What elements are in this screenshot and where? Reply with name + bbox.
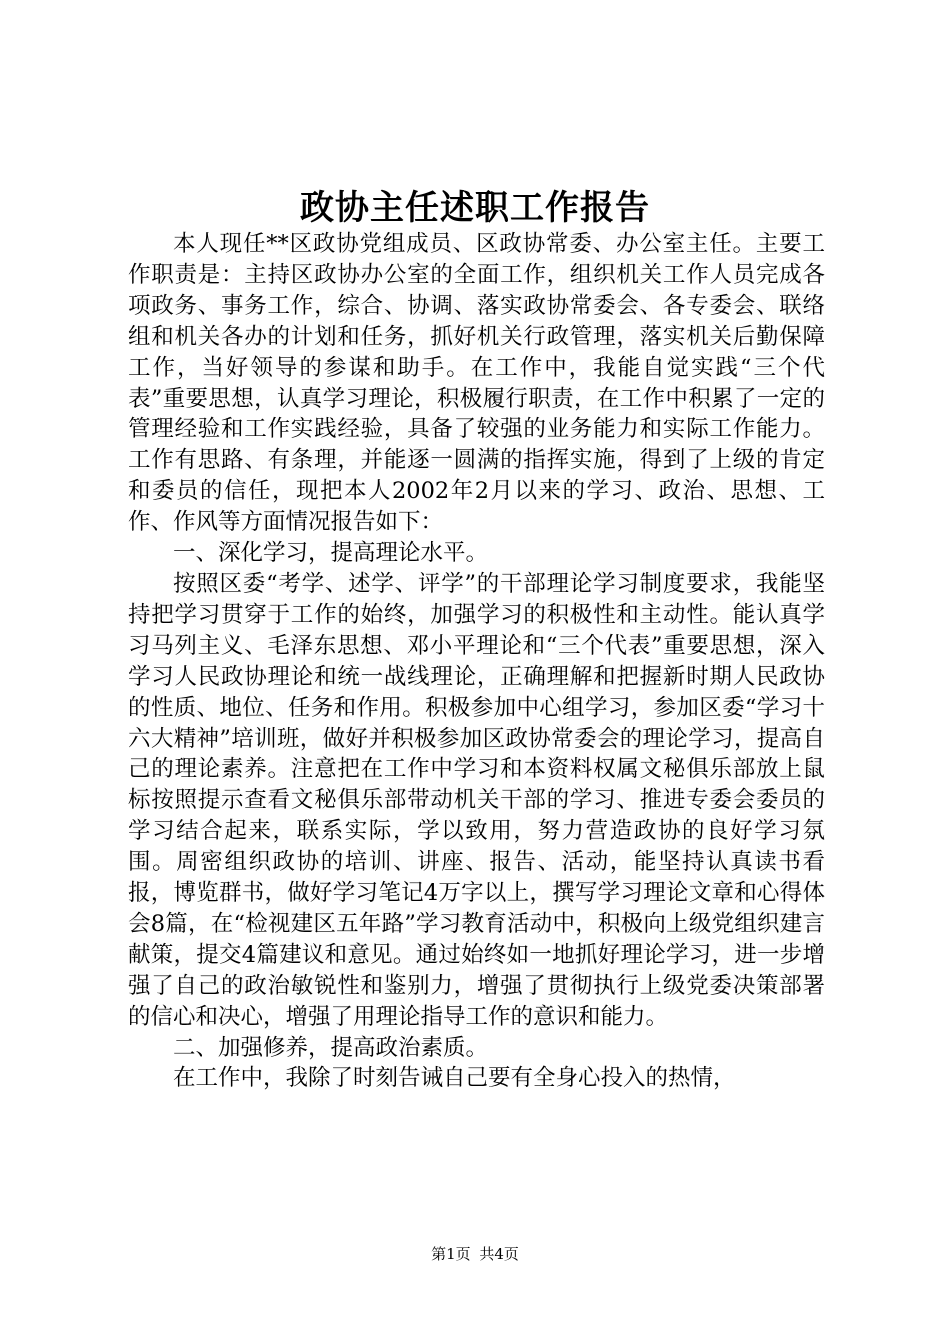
- section-heading-1: 一、深化学习，提高理论水平。: [173, 540, 489, 567]
- page-footer: [0, 1242, 950, 1266]
- document-title: 政协主任述职工作报告: [300, 188, 650, 228]
- section-heading-2: 二、加强修养，提高政治素质。: [173, 1034, 489, 1061]
- document-body: [128, 229, 825, 1094]
- paragraph-section-2: 在工作中，我除了时刻告诫自己要有全身心投入的热情，: [173, 1065, 736, 1092]
- paragraph-intro: 本人现任**区政协党组成员、区政协常委、办公室主任。主要工作职责是：主持区政协办公室的全面工作，组织机关工作人员完成各项政务、事务工作，综合、协调、落实政协常委会、各专委会、联络组和机关各办的计划和任务，抓好机关行政管理，落实机关后勤保障工作，当好领导的参谋和助手。在工作中，我能自觉实践“三个代表”重要思想，认真学习理论，积极履行职责，在工作中积累了一定的管理经验和工作实践经验，具备了较强的业务能力和实际工作能力。工作有思路、有条理，并能逐一圆满的指挥实施，得到了上级的肯定和委员的信任，现把本人2002年2月以来的学习、政治、思想、工作、作风等方面情况报告如下：: [128, 231, 825, 536]
- page-number: 第1页: [431, 1245, 471, 1263]
- page-total: 共4页: [479, 1245, 519, 1263]
- paragraph-section-1: 按照区委“考学、述学、评学”的干部理论学习制度要求，我能坚持把学习贯穿于工作的始终，加强学习的积极性和主动性。能认真学习马列主义、毛泽东思想、邓小平理论和“三个代表”重要思想，深入学习人民政协理论和统一战线理论，正确理解和把握新时期人民政协的性质、地位、任务和作用。积极参加中心组学习，参加区委“学习十六大精神”培训班，做好并积极参加区政协常委会的理论学习，提高自己的理论素养。注意把在工作中学习和本资料权属文秘俱乐部放上鼠标按照提示查看文秘俱乐部带动机关干部的学习、推进专委会委员的学习结合起来，联系实际，学以致用，努力营造政协的良好学习氛围。周密组织政协的培训、讲座、报告、活动，能坚持认真读书看报，博览群书，做好学习笔记4万字以上，撰写学习理论文章和心得体会8篇，在“检视建区五年路”学习教育活动中，积极向上级党组织建言献策，提交4篇建议和意见。通过始终如一地抓好理论学习，进一步增强了自己的政治敏锐性和鉴别力，增强了贯彻执行上级党委决策部署的信心和决心，增强了用理论指导工作的意识和能力。: [128, 570, 825, 1030]
